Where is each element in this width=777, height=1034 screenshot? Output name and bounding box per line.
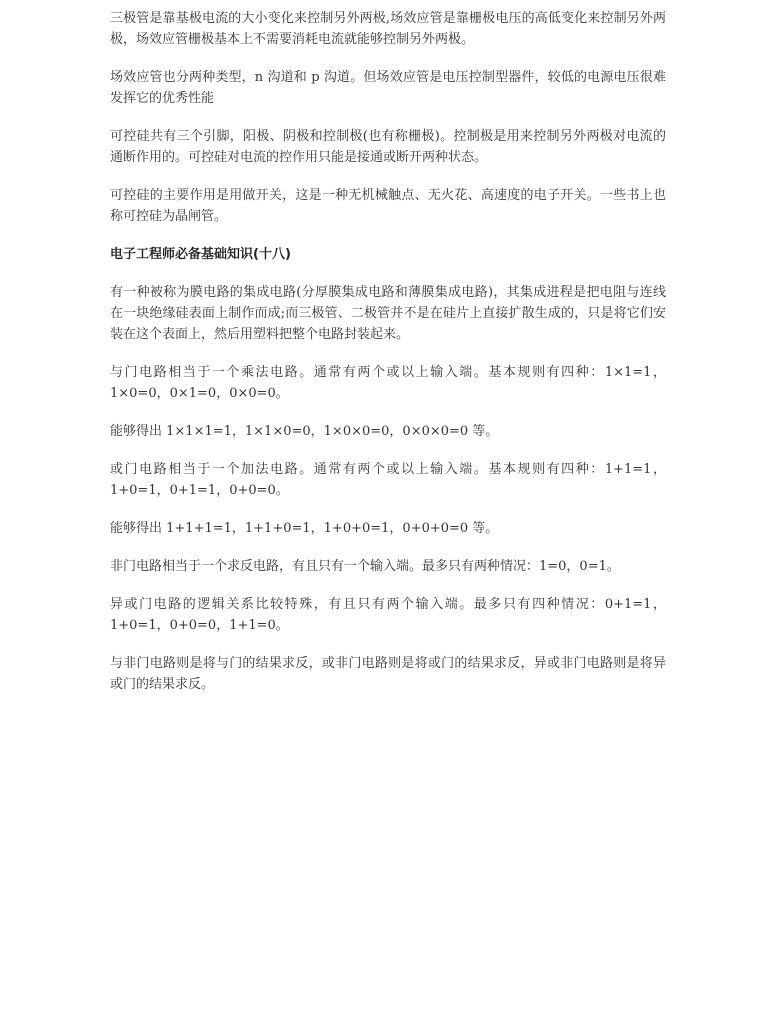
paragraph-nand-nor-xnor: 与非门电路则是将与门的结果求反，或非门电路则是将或门的结果求反，异或非门电路则是将异或门的结果求反。 — [110, 656, 666, 692]
paragraph-not-gate: 非门电路相当于一个求反电路，有且只有一个输入端。最多只有两种情况：1=0，0=1。 — [110, 559, 620, 574]
section-heading: 电子工程师必备基础知识(十八) — [110, 247, 291, 262]
paragraph-transistor-vs-fet: 三极管是靠基极电流的大小变化来控制另外两极,场效应管是靠栅极电压的高低变化来控制另外两极，场效应管栅极基本上不需要消耗电流就能够控制另外两极。 — [110, 11, 666, 47]
paragraph-and-derived: 能够得出 1×1×1=1，1×1×0=0，1×0×0=0，0×0×0=0 等。 — [110, 424, 499, 439]
paragraph-xor-gate: 异或门电路的逻辑关系比较特殊，有且只有两个输入端。最多只有四种情况：0+1=1，1+0=1，0+0=0，1+1=0。 — [110, 597, 666, 633]
paragraph-fet-types: 场效应管也分两种类型，n 沟道和 p 沟道。但场效应管是电压控制型器件，较低的电源电压很难发挥它的优秀性能 — [110, 70, 666, 106]
paragraph-scr-pins: 可控硅共有三个引脚，阳极、阴极和控制极(也有称栅极)。控制极是用来控制另外两极对电流的通断作用的。可控硅对电流的控作用只能是接通或断开两种状态。 — [110, 129, 666, 165]
paragraph-or-derived: 能够得出 1+1+1=1，1+1+0=1，1+0+0=1，0+0+0=0 等。 — [110, 521, 499, 536]
paragraph-or-gate: 或门电路相当于一个加法电路。通常有两个或以上输入端。基本规则有四种：1+1=1，1+0=1，0+1=1，0+0=0。 — [110, 462, 666, 498]
paragraph-film-circuit: 有一种被称为膜电路的集成电路(分厚膜集成电路和薄膜集成电路)，其集成进程是把电阻与连线在一块绝缘硅表面上制作而成;而三极管、二极管并不是在硅片上直接扩散生成的，只是将它们安装在这个表面上，然后用塑料把整个电路封装起来。 — [110, 285, 666, 342]
paragraph-scr-usage: 可控硅的主要作用是用做开关，这是一种无机械触点、无火花、高速度的电子开关。一些书上也称可控硅为晶闸管。 — [110, 188, 666, 224]
paragraph-and-gate: 与门电路相当于一个乘法电路。通常有两个或以上输入端。基本规则有四种：1×1=1，1×0=0，0×1=0，0×0=0。 — [110, 365, 666, 401]
document-body — [110, 8, 666, 712]
